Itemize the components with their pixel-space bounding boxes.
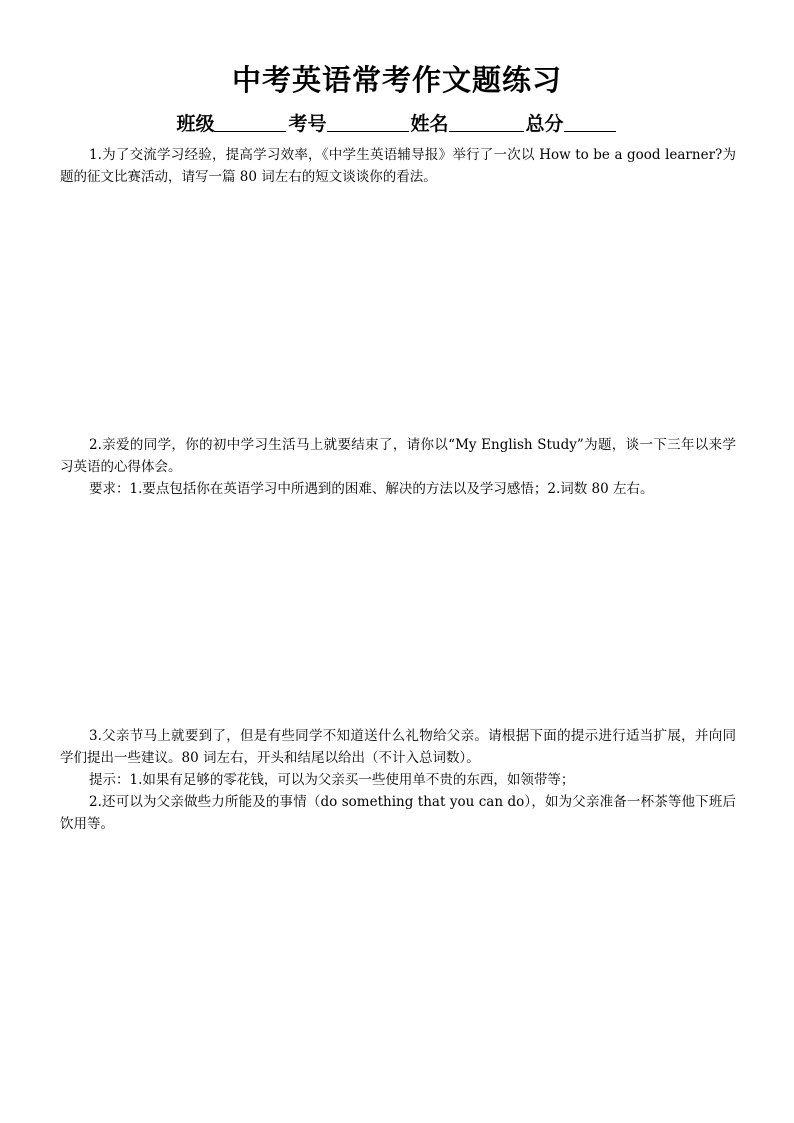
class-blank <box>214 111 286 132</box>
exam-number-blank <box>327 111 409 132</box>
question-3-hint-1: 提示：1.如果有足够的零花钱，可以为父亲买一些使用单不贵的东西，如领带等； <box>89 772 575 788</box>
question-1-prompt: 1.为了交流学习经验，提高学习效率，《中学生英语辅导报》举行了一次以 How to be a good learner?为题的征文比赛活动，请写一篇 80 词左右的短文谈谈你的看法。 <box>60 147 736 185</box>
score-label: 总分 <box>525 113 564 135</box>
page-title: 中考英语常考作文题练习 <box>231 63 562 97</box>
name-blank <box>449 111 524 132</box>
name-label: 姓名 <box>410 113 449 135</box>
student-info-line <box>0 110 794 138</box>
question-2-prompt: 2.亲爱的同学，你的初中学习生活马上就要结束了，请你以“My English Study”为题，谈一下三年以来学习英语的心得体会。 <box>60 437 736 475</box>
class-label: 班级 <box>176 113 215 135</box>
score-blank <box>564 111 616 132</box>
question-3-prompt: 3.父亲节马上就要到了，但是有些同学不知道送什么礼物给父亲。请根据下面的提示进行适当扩展，并向同学们提出一些建议。80 词左右，开头和结尾以给出（不计入总词数）。 <box>60 728 736 766</box>
question-2-requirements: 要求：1.要点包括你在英语学习中所遇到的困难、解决的方法以及学习感悟；2.词数 80 左右。 <box>89 481 654 497</box>
question-3-hint-2: 2.还可以为父亲做些力所能及的事情（do something that you can do），如为父亲准备一杯茶等他下班后饮用等。 <box>60 794 736 832</box>
exam-number-label: 考号 <box>288 113 327 135</box>
